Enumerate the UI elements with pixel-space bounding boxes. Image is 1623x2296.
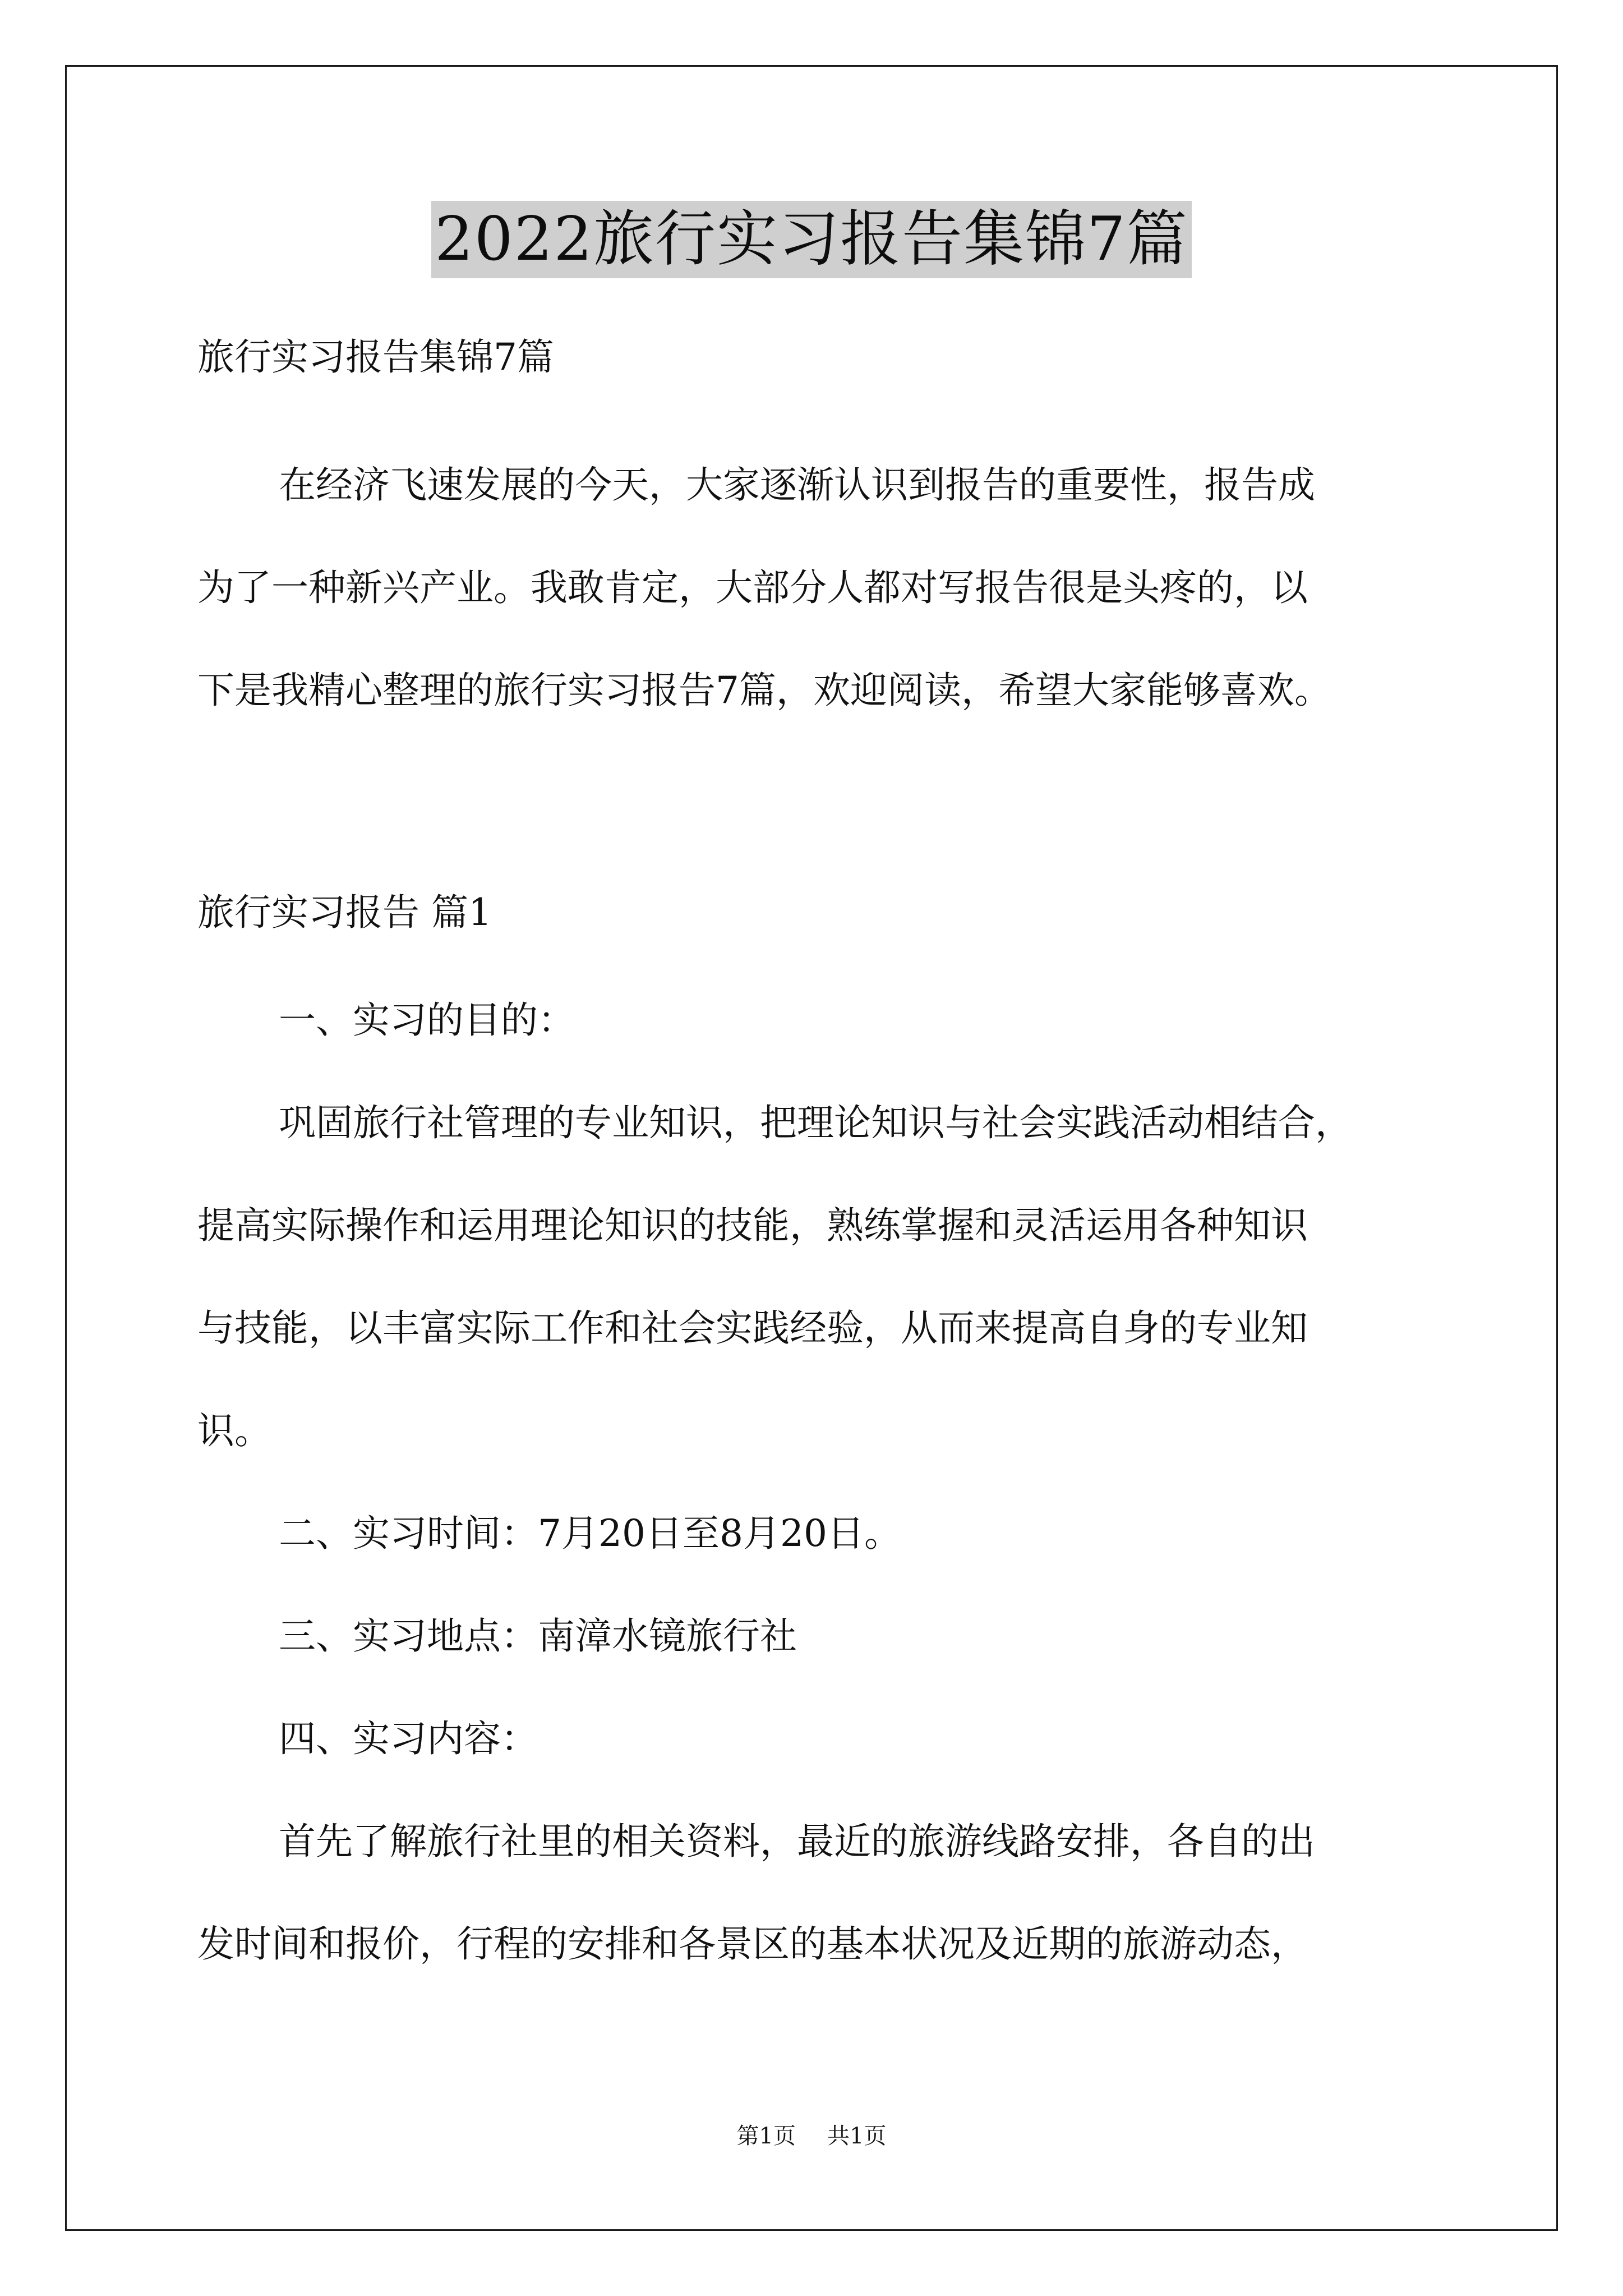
title-block [0, 201, 1623, 278]
page-footer [0, 2122, 1623, 2151]
intro-line-2: 为了一种新兴产业。我敢肯定，大部分人都对写报告很是头疼的，以 [197, 566, 1308, 609]
page-total: 共1页 [827, 2123, 887, 2149]
content-line-1: 首先了解旅行社里的相关资料，最近的旅游线路安排，各自的出 [279, 1820, 1315, 1863]
intro-line-3: 下是我精心整理的旅行实习报告7篇，欢迎阅读，希望大家能够喜欢。 [197, 669, 1331, 712]
content-heading: 四、实习内容： [279, 1717, 538, 1760]
section-heading: 旅行实习报告 篇1 [197, 891, 492, 934]
content-line-2: 发时间和报价，行程的安排和各景区的基本状况及近期的旅游动态， [197, 1922, 1308, 1966]
subtitle: 旅行实习报告集锦7篇 [197, 335, 554, 379]
purpose-line-4: 识。 [197, 1409, 271, 1452]
page-number: 第1页 [736, 2123, 796, 2149]
time-line: 二、实习时间：7月20日至8月20日。 [279, 1512, 901, 1555]
intro-line-1: 在经济飞速发展的今天，大家逐渐认识到报告的重要性，报告成 [279, 463, 1315, 507]
purpose-line-1: 巩固旅行社管理的专业知识，把理论知识与社会实践活动相结合， [279, 1101, 1352, 1144]
purpose-line-2: 提高实际操作和运用理论知识的技能，熟练掌握和灵活运用各种知识 [197, 1204, 1308, 1247]
place-line: 三、实习地点：南漳水镜旅行社 [279, 1614, 797, 1658]
purpose-heading: 一、实习的目的： [279, 999, 575, 1042]
document-title: 2022旅行实习报告集锦7篇 [431, 201, 1192, 278]
purpose-line-3: 与技能，以丰富实际工作和社会实践经验，从而来提高自身的专业知 [197, 1306, 1308, 1350]
